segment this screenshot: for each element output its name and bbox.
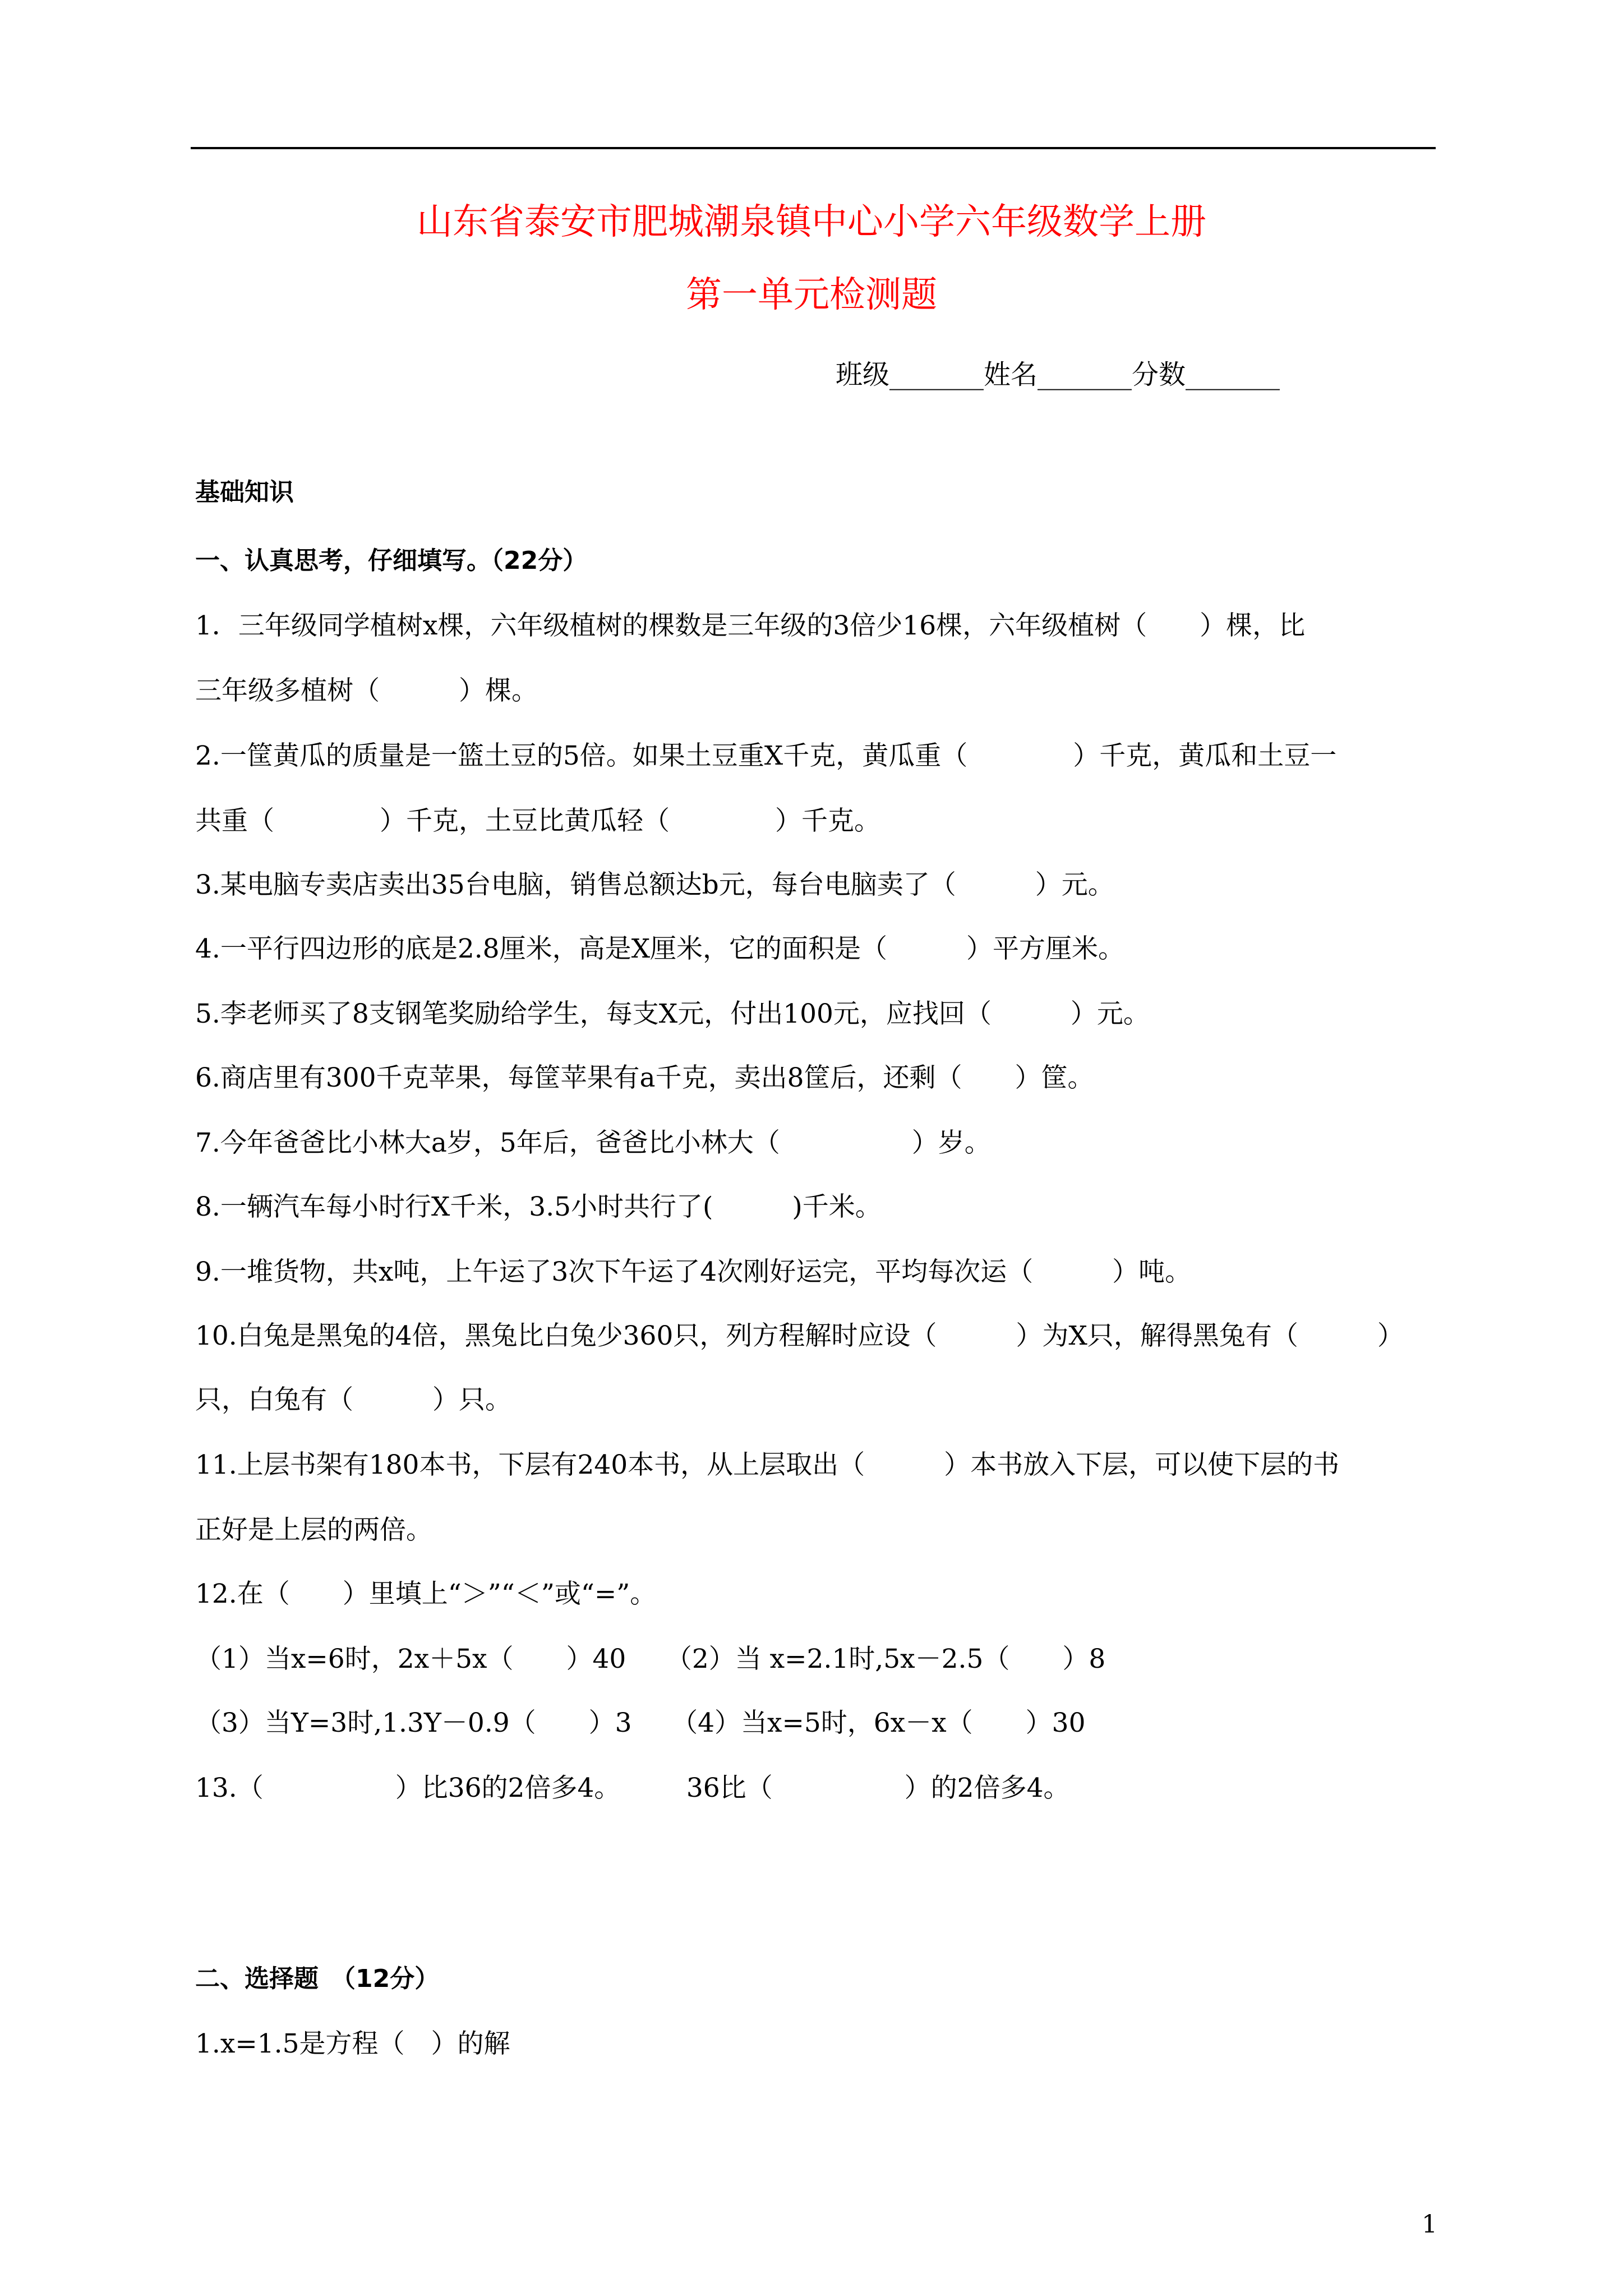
question-1-line-2: 三年级多植树（ ）棵。 [195, 675, 538, 706]
section-basic-heading: 基础知识 [195, 478, 294, 507]
question-12-part-1-2: （1）当x=6时，2x＋5x（ ）40 （2）当 x=2.1时,5x－2.5（ ）8 [195, 1644, 1106, 1674]
header-rule [191, 147, 1436, 149]
question-6: 6.商店里有300千克苹果，每筐苹果有a千克，卖出8筐后，还剩（ ）筐。 [195, 1062, 1094, 1093]
page-number: 1 [1422, 2210, 1437, 2239]
section1-heading: 一、认真思考，仔细填写。（22分） [195, 546, 588, 575]
student-info-line: 班级_______姓名_______分数_______ [836, 359, 1280, 390]
page-subtitle: 第一单元检测题 [686, 274, 937, 316]
question-11-line-2: 正好是上层的两倍。 [195, 1515, 432, 1545]
question-2-line-2: 共重（ ）千克，土豆比黄瓜轻（ ）千克。 [195, 806, 880, 836]
question-2-line-1: 2.一筐黄瓜的质量是一篮土豆的5倍。如果土豆重X千克，黄瓜重（ ）千克，黄瓜和土豆一 [195, 740, 1337, 771]
question-10-line-1: 10.白兔是黑兔的4倍，黑兔比白兔少360只，列方程解时应设（ ）为X只，解得黑兔有（ ） [195, 1320, 1404, 1351]
question-13: 13.（ ）比36的2倍多4。 36比（ ）的2倍多4。 [195, 1773, 1070, 1803]
page-title: 山东省泰安市肥城潮泉镇中心小学六年级数学上册 [417, 201, 1206, 243]
question-12: 12.在（ ）里填上“＞”“＜”或“=”。 [195, 1579, 657, 1609]
question-4: 4.一平行四边形的底是2.8厘米，高是X厘米，它的面积是（ ）平方厘米。 [195, 933, 1125, 964]
question-10-line-2: 只，白兔有（ ）只。 [195, 1384, 511, 1415]
question-11-line-1: 11.上层书架有180本书，下层有240本书，从上层取出（ ）本书放入下层，可以使下层的书 [195, 1450, 1340, 1480]
section2-heading: 二、选择题 （12分） [195, 1964, 440, 1993]
question-7: 7.今年爸爸比小林大a岁，5年后，爸爸比小林大（ ）岁。 [195, 1128, 991, 1158]
question-8: 8.一辆汽车每小时行X千米，3.5小时共行了( )千米。 [195, 1191, 882, 1222]
question-9: 9.一堆货物，共x吨，上午运了3次下午运了4次刚好运完，平均每次运（ ）吨。 [195, 1257, 1192, 1287]
section2-question-1: 1.x=1.5是方程（ ）的解 [195, 2028, 510, 2059]
question-12-part-3-4: （3）当Y=3时,1.3Y－0.9（ ）3 （4）当x=5时，6x－x（ ）30 [195, 1708, 1086, 1738]
question-3: 3.某电脑专卖店卖出35台电脑，销售总额达b元，每台电脑卖了（ ）元。 [195, 869, 1114, 900]
question-5: 5.李老师买了8支钢笔奖励给学生，每支X元，付出100元，应找回（ ）元。 [195, 999, 1150, 1029]
question-1-line-1: 1．三年级同学植树x棵，六年级植树的棵数是三年级的3倍少16棵，六年级植树（ ）棵，比 [195, 610, 1306, 641]
